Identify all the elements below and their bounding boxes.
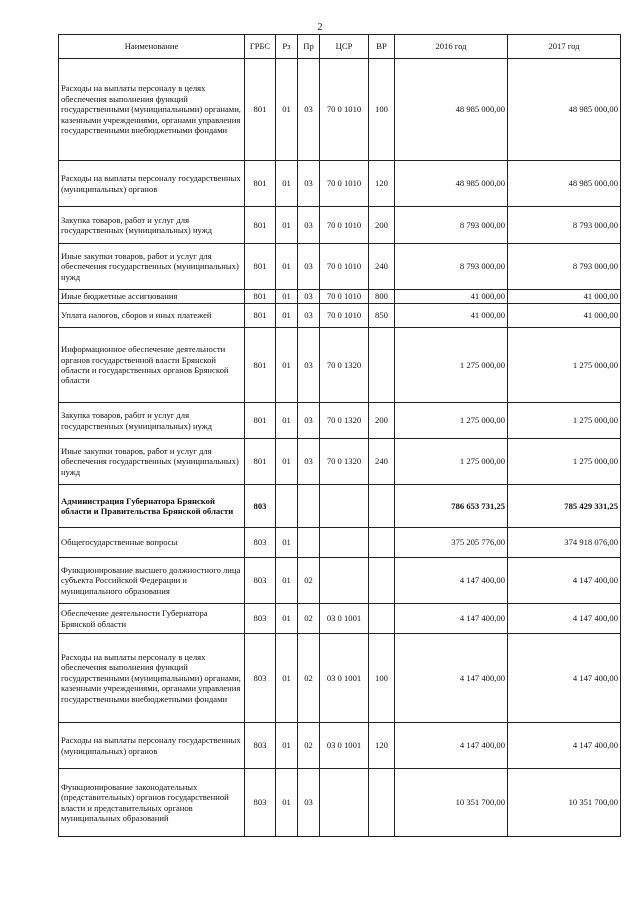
cell-2016: 1 275 000,00 [395, 403, 508, 439]
cell-grbs: 803 [245, 604, 276, 634]
cell-name: Расходы на выплаты персоналу в целях обеспечения выполнения функций государственными (муниципальными) органами, казенными учреждениями, органами управления государственными внебюджетными фондами [59, 634, 245, 723]
cell-2016: 41 000,00 [395, 290, 508, 304]
cell-pr: 03 [298, 439, 320, 485]
header-grbs: ГРБС [245, 35, 276, 59]
cell-grbs: 801 [245, 403, 276, 439]
cell-rz: 01 [276, 403, 298, 439]
cell-vr: 120 [369, 161, 395, 207]
cell-name: Уплата налогов, сборов и иных платежей [59, 304, 245, 328]
cell-vr: 850 [369, 304, 395, 328]
cell-rz: 01 [276, 328, 298, 403]
cell-grbs: 803 [245, 769, 276, 837]
cell-csr: 03 0 1001 [320, 604, 369, 634]
cell-rz: 01 [276, 439, 298, 485]
cell-2016: 375 205 776,00 [395, 528, 508, 558]
table-row [59, 485, 621, 528]
cell-pr: 02 [298, 634, 320, 723]
cell-csr: 03 0 1001 [320, 634, 369, 723]
cell-2017: 1 275 000,00 [508, 439, 621, 485]
table-row [59, 723, 621, 769]
cell-2016: 4 147 400,00 [395, 558, 508, 604]
table-row [59, 328, 621, 403]
cell-2016: 48 985 000,00 [395, 59, 508, 161]
cell-pr: 02 [298, 604, 320, 634]
cell-vr [369, 328, 395, 403]
cell-csr: 70 0 1010 [320, 161, 369, 207]
cell-2016: 4 147 400,00 [395, 604, 508, 634]
table-row [59, 439, 621, 485]
cell-2017: 4 147 400,00 [508, 634, 621, 723]
cell-name: Иные бюджетные ассигнования [59, 290, 245, 304]
cell-rz: 01 [276, 290, 298, 304]
cell-csr: 70 0 1320 [320, 439, 369, 485]
cell-2016: 48 985 000,00 [395, 161, 508, 207]
cell-pr: 03 [298, 161, 320, 207]
cell-csr: 70 0 1320 [320, 328, 369, 403]
cell-csr: 70 0 1010 [320, 59, 369, 161]
header-pr: Пр [298, 35, 320, 59]
cell-name: Иные закупки товаров, работ и услуг для обеспечения государственных (муниципальных) нужд [59, 439, 245, 485]
cell-rz: 01 [276, 244, 298, 290]
header-rz: Рз [276, 35, 298, 59]
cell-vr: 800 [369, 290, 395, 304]
cell-vr [369, 558, 395, 604]
cell-2017: 8 793 000,00 [508, 207, 621, 244]
cell-rz: 01 [276, 634, 298, 723]
cell-name: Функционирование законодательных (представительных) органов государственной власти и представительных органов муниципальных образований [59, 769, 245, 837]
cell-pr: 03 [298, 403, 320, 439]
cell-rz: 01 [276, 604, 298, 634]
cell-2016: 10 351 700,00 [395, 769, 508, 837]
cell-rz: 01 [276, 723, 298, 769]
header-vr: ВР [369, 35, 395, 59]
table-row [59, 769, 621, 837]
cell-pr: 03 [298, 59, 320, 161]
cell-grbs: 801 [245, 59, 276, 161]
cell-csr [320, 769, 369, 837]
cell-grbs: 803 [245, 723, 276, 769]
cell-name: Расходы на выплаты персоналу государственных (муниципальных) органов [59, 161, 245, 207]
cell-name: Функционирование высшего должностного лица субъекта Российской Федерации и муниципального образования [59, 558, 245, 604]
budget-table [58, 34, 621, 837]
cell-csr: 03 0 1001 [320, 723, 369, 769]
cell-rz: 01 [276, 304, 298, 328]
cell-rz [276, 485, 298, 528]
cell-vr: 100 [369, 634, 395, 723]
cell-2017: 48 985 000,00 [508, 59, 621, 161]
cell-grbs: 803 [245, 528, 276, 558]
cell-2017: 4 147 400,00 [508, 558, 621, 604]
cell-name: Иные закупки товаров, работ и услуг для обеспечения государственных (муниципальных) нужд [59, 244, 245, 290]
cell-name: Общегосударственные вопросы [59, 528, 245, 558]
cell-2017: 1 275 000,00 [508, 403, 621, 439]
cell-2017: 41 000,00 [508, 304, 621, 328]
cell-2017: 4 147 400,00 [508, 723, 621, 769]
cell-rz: 01 [276, 207, 298, 244]
page-number: 2 [317, 22, 323, 33]
cell-pr: 03 [298, 244, 320, 290]
cell-csr [320, 558, 369, 604]
cell-grbs: 803 [245, 485, 276, 528]
cell-name: Обеспечение деятельности Губернатора Брянской области [59, 604, 245, 634]
table-row [59, 528, 621, 558]
cell-vr [369, 769, 395, 837]
cell-grbs: 801 [245, 304, 276, 328]
cell-rz: 01 [276, 161, 298, 207]
cell-pr: 03 [298, 207, 320, 244]
cell-2016: 4 147 400,00 [395, 723, 508, 769]
table-row [59, 161, 621, 207]
cell-csr: 70 0 1010 [320, 304, 369, 328]
table-row [59, 403, 621, 439]
cell-rz: 01 [276, 769, 298, 837]
cell-vr: 100 [369, 59, 395, 161]
cell-grbs: 801 [245, 328, 276, 403]
cell-2017: 10 351 700,00 [508, 769, 621, 837]
cell-name: Закупка товаров, работ и услуг для государственных (муниципальных) нужд [59, 207, 245, 244]
cell-pr: 02 [298, 723, 320, 769]
cell-vr: 240 [369, 439, 395, 485]
cell-pr: 03 [298, 328, 320, 403]
header-2017: 2017 год [508, 35, 621, 59]
cell-csr: 70 0 1010 [320, 244, 369, 290]
cell-rz: 01 [276, 59, 298, 161]
cell-2016: 41 000,00 [395, 304, 508, 328]
cell-pr [298, 528, 320, 558]
cell-vr [369, 528, 395, 558]
cell-grbs: 801 [245, 290, 276, 304]
cell-pr: 03 [298, 769, 320, 837]
cell-grbs: 801 [245, 161, 276, 207]
cell-2017: 374 918 076,00 [508, 528, 621, 558]
table-row [59, 634, 621, 723]
table-header-row [59, 35, 621, 59]
table-row [59, 558, 621, 604]
cell-rz: 01 [276, 558, 298, 604]
cell-csr: 70 0 1320 [320, 403, 369, 439]
cell-name: Расходы на выплаты персоналу государственных (муниципальных) органов [59, 723, 245, 769]
cell-2017: 41 000,00 [508, 290, 621, 304]
table-body [59, 59, 621, 837]
cell-vr [369, 604, 395, 634]
cell-2016: 1 275 000,00 [395, 439, 508, 485]
table-row [59, 604, 621, 634]
cell-2017: 1 275 000,00 [508, 328, 621, 403]
cell-csr [320, 528, 369, 558]
cell-rz: 01 [276, 528, 298, 558]
table-row [59, 59, 621, 161]
cell-2017: 4 147 400,00 [508, 604, 621, 634]
cell-grbs: 803 [245, 558, 276, 604]
cell-name: Администрация Губернатора Брянской области и Правительства Брянской области [59, 485, 245, 528]
cell-2017: 48 985 000,00 [508, 161, 621, 207]
header-2016: 2016 год [395, 35, 508, 59]
cell-csr: 70 0 1010 [320, 290, 369, 304]
cell-grbs: 801 [245, 207, 276, 244]
cell-2016: 4 147 400,00 [395, 634, 508, 723]
cell-2016: 8 793 000,00 [395, 207, 508, 244]
cell-2017: 8 793 000,00 [508, 244, 621, 290]
cell-vr: 120 [369, 723, 395, 769]
cell-name: Расходы на выплаты персоналу в целях обеспечения выполнения функций государственными (муниципальными) органами, казенными учреждениями, органами управления государственными внебюджетными фондами [59, 59, 245, 161]
cell-pr [298, 485, 320, 528]
cell-csr [320, 485, 369, 528]
cell-vr: 240 [369, 244, 395, 290]
cell-pr: 02 [298, 558, 320, 604]
table-row [59, 304, 621, 328]
cell-csr: 70 0 1010 [320, 207, 369, 244]
table-row [59, 207, 621, 244]
cell-grbs: 801 [245, 244, 276, 290]
cell-name: Закупка товаров, работ и услуг для государственных (муниципальных) нужд [59, 403, 245, 439]
header-csr: ЦСР [320, 35, 369, 59]
cell-name: Информационное обеспечение деятельности органов государственной власти Брянской области и государственных органов Брянской области [59, 328, 245, 403]
header-name: Наименование [59, 35, 245, 59]
cell-2016: 786 653 731,25 [395, 485, 508, 528]
cell-2016: 1 275 000,00 [395, 328, 508, 403]
cell-vr: 200 [369, 207, 395, 244]
cell-2016: 8 793 000,00 [395, 244, 508, 290]
cell-grbs: 803 [245, 634, 276, 723]
cell-pr: 03 [298, 304, 320, 328]
cell-vr [369, 485, 395, 528]
table-row [59, 244, 621, 290]
table-row [59, 290, 621, 304]
cell-grbs: 801 [245, 439, 276, 485]
cell-pr: 03 [298, 290, 320, 304]
cell-vr: 200 [369, 403, 395, 439]
cell-2017: 785 429 331,25 [508, 485, 621, 528]
